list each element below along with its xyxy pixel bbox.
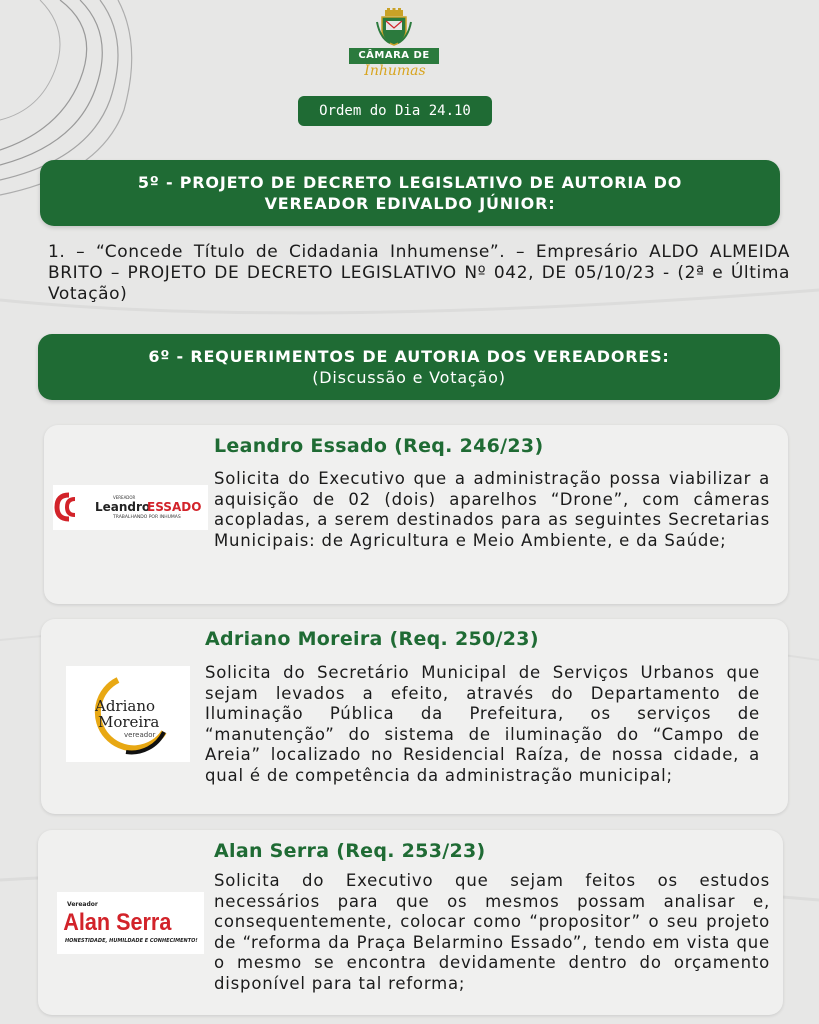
logo-small-label: Vereador	[67, 901, 98, 908]
logo-city-text: Inhumas	[364, 63, 426, 79]
section-5-title: 5º - PROJETO DE DECRETO LEGISLATIVO DE AUTORIA DO VEREADOR EDIVALDO JÚNIOR:	[137, 173, 683, 213]
request-title: Alan Serra (Req. 253/23)	[214, 840, 486, 862]
request-text: Solicita do Executivo que sejam feitos os estudos necessários para que os mesmos possam analisar e, consequentemente, colocar como “propositor” o seu projeto de “reforma da Praça Belarmino Essado”, tendo em vista que o mesmo se encontra devidamente dentro do orçamento disponível para tal reforma;	[214, 871, 770, 993]
logo-small-label: VEREADOR	[113, 495, 136, 500]
logo-tagline: HONESTIDADE, HUMILDADE E CONHECIMENTO!	[65, 938, 198, 944]
section-5-item: 1. – “Concede Título de Cidadania Inhumense”. – Empresário ALDO ALMEIDA BRITO – PROJETO DE DECRETO LEGISLATIVO Nº 042, DE 05/10/23 - (2ª e Última Votação)	[48, 242, 790, 304]
request-card-alan	[38, 830, 783, 1015]
logo-line1: Adriano	[95, 697, 156, 715]
logo-name-a: Leandro	[95, 500, 151, 514]
coat-of-arms-icon	[376, 8, 412, 46]
chamber-logo	[347, 8, 443, 82]
logo-banner-text: CÂMARA DE	[349, 48, 439, 64]
adriano-moreira-logo	[66, 666, 190, 762]
section-6-subtitle: (Discussão e Votação)	[312, 368, 506, 387]
request-card-adriano	[41, 619, 788, 814]
request-title: Adriano Moreira (Req. 250/23)	[205, 628, 539, 650]
logo-name: Alan Serra	[63, 907, 172, 936]
section-6-header	[38, 334, 780, 400]
logo-line2: Moreira	[98, 713, 160, 731]
logo-tagline: TRABALHANDO POR INHUMAS	[113, 515, 181, 520]
leandro-essado-logo	[53, 485, 208, 530]
request-text: Solicita do Secretário Municipal de Serviços Urbanos que sejam levados a efeito, através do Departamento de Iluminação Pública da Prefeitura, os serviços de “manutenção” do sistema de iluminação do “Campo de Areia” localizado no Residencial Raíza, de nossa cidade, a qual é de competência da administração municipal;	[205, 663, 760, 785]
request-title: Leandro Essado (Req. 246/23)	[214, 435, 544, 457]
logo-line3: vereador	[124, 731, 156, 739]
alan-serra-logo	[57, 892, 204, 954]
section-5-header	[40, 160, 780, 226]
request-text: Solicita do Executivo que a administração possa viabilizar a aquisição de 02 (dois) aparelhos “Drone”, com câmeras acopladas, a serem destinados para as seguintes Secretarias Municipais: de Agricultura e Meio Ambiente, e da Saúde;	[214, 469, 770, 550]
section-6-title: 6º - REQUERIMENTOS DE AUTORIA DOS VEREADORES:	[148, 347, 670, 366]
logo-name-b: ESSADO	[147, 500, 202, 514]
agenda-date-badge: Ordem do Dia 24.10	[298, 96, 492, 126]
request-card-leandro	[44, 425, 788, 604]
